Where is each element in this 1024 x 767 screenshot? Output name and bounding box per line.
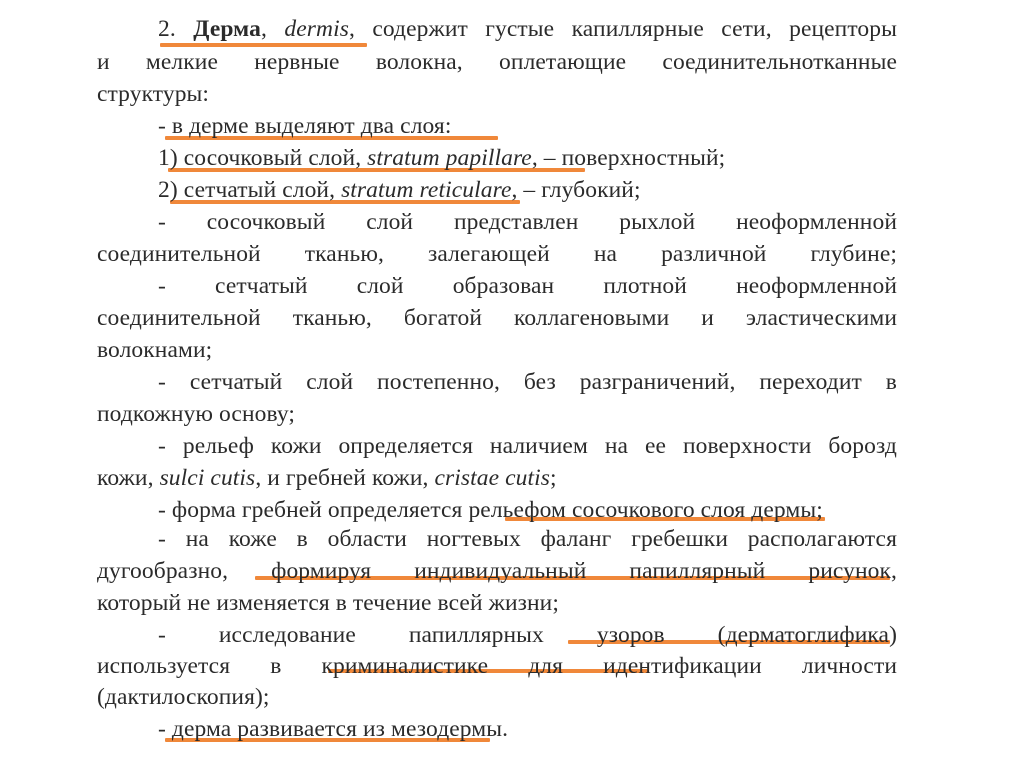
text-line: - сетчатый слой постепенно, без разграничений, переходит в <box>158 369 897 395</box>
latin-term: stratum papillare <box>367 145 532 171</box>
text-line: 2) сетчатый слой, stratum reticulare, – глубокий; <box>158 177 641 203</box>
text-line: - форма гребней определяется рельефом сосочкового слоя дермы; <box>158 497 823 523</box>
text-line: соединительной тканью, богатой коллагеновыми и эластическими <box>97 305 897 331</box>
text-line: 1) сосочковый слой, stratum papillare, – поверхностный; <box>158 145 726 171</box>
text-line: (дактилоскопия); <box>97 684 270 710</box>
text-line: волокнами; <box>97 337 213 363</box>
latin-term: sulci cutis <box>159 465 256 491</box>
text-line: - дерма развивается из мезодермы. <box>158 716 509 742</box>
term-derma: Дерма <box>193 16 261 42</box>
text-line: - сетчатый слой образован плотной неоформленной <box>158 273 897 299</box>
text-line: - в дерме выделяют два слоя: <box>158 113 452 139</box>
section-number: 2. <box>158 16 176 42</box>
text-line: подкожную основу; <box>97 401 296 427</box>
text-line: дугообразно, формируя индивидуальный папиллярный рисунок, <box>97 558 897 584</box>
text-line: - исследование папиллярных узоров (дерматоглифика) <box>158 622 897 648</box>
latin-term: dermis <box>284 16 349 42</box>
text-line: используется в криминалистике для идентификации личности <box>97 653 897 679</box>
text-line: который не изменяется в течение всей жизни; <box>97 590 559 616</box>
latin-term: stratum reticulare <box>341 177 512 203</box>
text-line: - на коже в области ногтевых фаланг гребешки располагаются <box>158 526 897 552</box>
text-line: соединительной тканью, залегающей на различной глубине; <box>97 241 897 267</box>
latin-term: cristae cutis <box>434 465 551 491</box>
text-line: - рельеф кожи определяется наличием на ее поверхности борозд <box>158 433 897 459</box>
text-line: и мелкие нервные волокна, оплетающие соединительнотканные <box>97 49 897 75</box>
text-line: - сосочковый слой представлен рыхлой неоформленной <box>158 209 897 235</box>
text-line: структуры: <box>97 81 210 107</box>
text-line: 2. Дерма, dermis, содержит густые капиллярные сети, рецепторы <box>158 16 898 42</box>
text-line: кожи, sulci cutis, и гребней кожи, cristae cutis; <box>97 465 557 491</box>
